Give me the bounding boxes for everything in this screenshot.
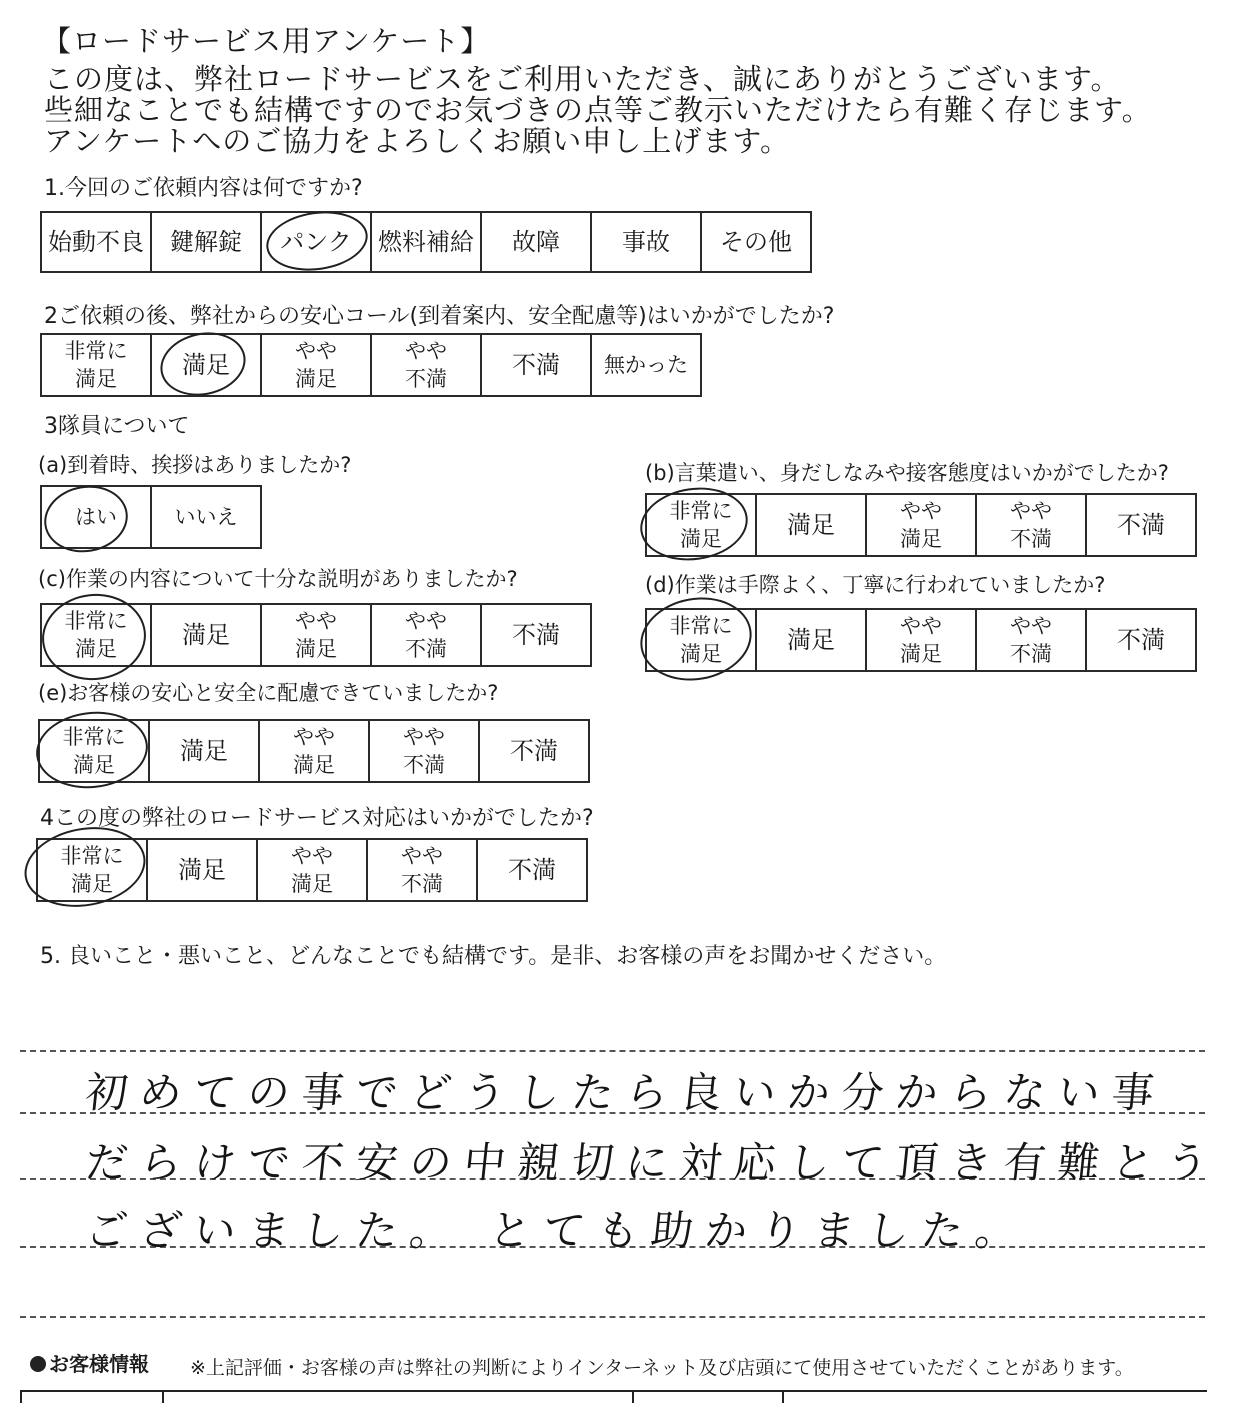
q3c-label: (c)作業の内容について十分な説明がありましたか? <box>38 567 518 591</box>
option-line: 非常に <box>60 844 124 868</box>
option-line: 満足 <box>73 753 115 777</box>
customer-info-title: お客様情報 <box>49 1352 149 1376</box>
q4-option[interactable]: 満足 <box>147 839 257 901</box>
customer-info-note: ※上記評価・お客様の声は弊社の判断によりインターネット及び店頭にて使用させていただくことがあります。 <box>190 1357 1134 1379</box>
q2-option[interactable] <box>481 334 591 396</box>
option-line: 満足 <box>900 527 942 551</box>
q3e-label: (e)お客様の安心と安全に配慮できていましたか? <box>38 681 499 705</box>
table-divider <box>782 1392 784 1403</box>
q2-option-line: 満足 <box>182 351 230 379</box>
q3c-option[interactable] <box>261 604 371 666</box>
q1-option[interactable]: 鍵解錠 <box>151 212 261 272</box>
q3e-options <box>38 719 590 783</box>
option-line: 不満 <box>401 872 443 896</box>
q4-option[interactable]: 不満 <box>477 839 587 901</box>
option-line: 満足 <box>75 637 117 661</box>
q2-option-selected[interactable] <box>151 334 261 396</box>
q1-option[interactable]: 始動不良 <box>41 212 151 272</box>
q2-option[interactable] <box>41 334 151 396</box>
q1-option[interactable]: その他 <box>701 212 811 272</box>
q4-label: 4この度の弊社のロードサービス対応はいかがでしたか? <box>40 806 594 831</box>
q3e-option[interactable] <box>369 720 479 782</box>
option-line: 満足 <box>291 872 333 896</box>
q3d-option[interactable]: 不満 <box>1086 609 1196 671</box>
q5-label: 5. 良いこと・悪いこと、どんなことでも結構です。是非、お客様の声をお聞かせください。 <box>40 944 947 969</box>
option-line: 満足 <box>295 637 337 661</box>
option-line: 不満 <box>405 637 447 661</box>
q3b-option[interactable]: 不満 <box>1086 494 1196 556</box>
q1-option[interactable]: 故障 <box>481 212 591 272</box>
option-line: 満足 <box>680 642 722 666</box>
q2-option[interactable] <box>591 334 701 396</box>
option-line: やや <box>900 614 942 638</box>
table-divider <box>632 1392 634 1403</box>
q3e-option[interactable] <box>259 720 369 782</box>
option-line: やや <box>401 844 443 868</box>
q2-option-line: 満足 <box>295 367 337 391</box>
option-line: やや <box>1010 499 1052 523</box>
handwritten-answer-line: 初めての事でどうしたら良いか分からない事 <box>83 1068 1169 1117</box>
option-line: やや <box>405 609 447 633</box>
q2-option-line: やや <box>295 339 337 363</box>
q2-label: 2ご依頼の後、弊社からの安心コール(到着案内、安全配慮等)はいかがでしたか? <box>44 304 835 329</box>
intro-line-1: この度は、弊社ロードサービスをご利用いただき、誠にありがとうございます。 <box>44 62 1121 96</box>
option-line: 満足 <box>680 527 722 551</box>
q1-option[interactable]: 事故 <box>591 212 701 272</box>
option-line: 不満 <box>1010 642 1052 666</box>
q3c-options <box>40 603 592 667</box>
q4-option-selected[interactable] <box>37 839 147 901</box>
option-line: 不満 <box>1010 527 1052 551</box>
option-line: やや <box>293 725 335 749</box>
q3b-option[interactable] <box>866 494 976 556</box>
intro-line-2: 些細なことでも結構ですのでお気づきの点等ご教示いただけたら有難く存じます。 <box>44 93 1152 127</box>
q3d-options <box>645 608 1197 672</box>
q3a-label: (a)到着時、挨拶はありましたか? <box>38 453 352 477</box>
option-line: やや <box>291 844 333 868</box>
q1-label: 1.今回のご依頼内容は何ですか? <box>44 176 363 201</box>
option-line: 非常に <box>64 609 128 633</box>
option-line: やや <box>900 499 942 523</box>
q2-option[interactable] <box>371 334 481 396</box>
customer-info-heading <box>30 1352 149 1376</box>
q4-option[interactable] <box>257 839 367 901</box>
q3c-option-selected[interactable] <box>41 604 151 666</box>
q3d-option-selected[interactable] <box>646 609 756 671</box>
bullet-icon <box>30 1356 46 1372</box>
q3e-option-selected[interactable] <box>39 720 149 782</box>
option-line: やや <box>1010 614 1052 638</box>
q3a-options <box>40 485 262 549</box>
option-line: 満足 <box>293 753 335 777</box>
survey-title: 【ロードサービス用アンケート】 <box>42 24 491 58</box>
q2-option-line: やや <box>405 339 447 363</box>
q3d-label: (d)作業は手際よく、丁寧に行われていましたか? <box>645 573 1106 597</box>
q2-option[interactable] <box>261 334 371 396</box>
q2-option-line: 無かった <box>604 353 688 377</box>
q3a-option[interactable]: いいえ <box>151 486 261 548</box>
option-line: 満足 <box>71 872 113 896</box>
option-line: やや <box>403 725 445 749</box>
answer-rule <box>20 1316 1205 1318</box>
q3-label: 3隊員について <box>44 414 190 439</box>
q3c-option[interactable]: 満足 <box>151 604 261 666</box>
q1-option[interactable]: 燃料補給 <box>371 212 481 272</box>
q3d-option[interactable]: 満足 <box>756 609 866 671</box>
q3e-option[interactable]: 満足 <box>149 720 259 782</box>
q3b-option-selected[interactable] <box>646 494 756 556</box>
q2-options <box>40 333 702 397</box>
q2-option-line: 満足 <box>75 367 117 391</box>
q4-option[interactable] <box>367 839 477 901</box>
q4-options <box>36 838 588 902</box>
q3d-option[interactable] <box>866 609 976 671</box>
q1-option-selected[interactable]: パンク <box>261 212 371 272</box>
q2-option-line: 非常に <box>64 339 128 363</box>
q3b-label: (b)言葉遣い、身だしなみや接客態度はいかがでしたか? <box>645 461 1169 485</box>
customer-info-table <box>20 1390 1207 1403</box>
answer-rule <box>20 1050 1205 1052</box>
q3c-option[interactable] <box>371 604 481 666</box>
option-line: 満足 <box>900 642 942 666</box>
q3b-options <box>645 493 1197 557</box>
handwritten-answer-line: だらけで不安の中親切に対応して頂き有難とう <box>83 1138 1223 1187</box>
option-line: やや <box>295 609 337 633</box>
q3e-option[interactable]: 不満 <box>479 720 589 782</box>
option-line: 非常に <box>669 614 733 638</box>
q3d-option[interactable] <box>976 609 1086 671</box>
q2-option-line: 不満 <box>405 367 447 391</box>
q3c-option[interactable]: 不満 <box>481 604 591 666</box>
option-line: 不満 <box>403 753 445 777</box>
q2-option-line: 不満 <box>512 351 560 379</box>
q3a-option-selected[interactable]: はい <box>41 486 151 548</box>
intro-line-3: アンケートへのご協力をよろしくお願い申し上げます。 <box>44 124 790 158</box>
handwritten-answer-line: ございました。 とても助かりました。 <box>83 1206 1032 1255</box>
option-line: 非常に <box>669 499 733 523</box>
q3b-option[interactable]: 満足 <box>756 494 866 556</box>
option-line: 非常に <box>62 725 126 749</box>
q3b-option[interactable] <box>976 494 1086 556</box>
table-divider <box>162 1392 164 1403</box>
q1-options <box>40 211 812 273</box>
